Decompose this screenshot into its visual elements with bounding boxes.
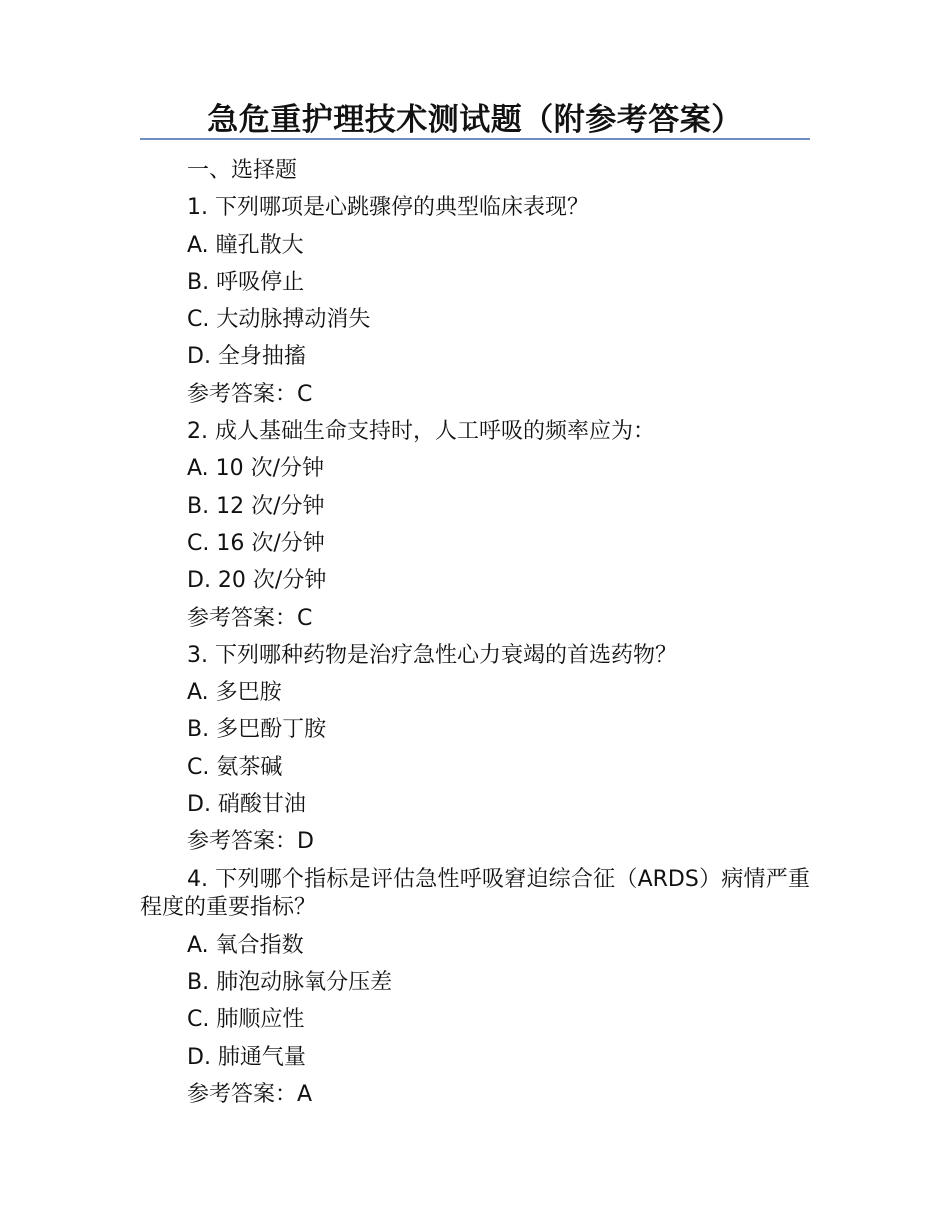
question-1-option-c: C. 大动脉搏动消失	[187, 307, 371, 333]
question-1-option-a: A. 瞳孔散大	[187, 232, 304, 258]
question-4-answer: 参考答案：A	[187, 1081, 313, 1107]
question-1-answer: 参考答案：C	[187, 381, 313, 407]
question-4-stem: 4. 下列哪个指标是评估急性呼吸窘迫综合征（ARDS）病情严重程度的重要指标？	[140, 866, 810, 920]
question-4-option-d: D. 肺通气量	[187, 1044, 306, 1070]
question-list	[140, 152, 810, 1113]
question-3-option-d: D. 硝酸甘油	[187, 792, 306, 818]
question-1-option-d: D. 全身抽搐	[187, 344, 306, 370]
question-2-option-b: B. 12 次/分钟	[187, 493, 325, 519]
section-heading: 一、选择题	[187, 158, 298, 183]
question-3-option-b: B. 多巴酚丁胺	[187, 717, 327, 743]
document-title: 急危重护理技术测试题（附参考答案）	[207, 102, 743, 138]
question-4-option-a: A. 氧合指数	[187, 932, 304, 958]
question-1-option-b: B. 呼吸停止	[187, 269, 305, 295]
title-underline	[140, 138, 810, 140]
question-4-option-b: B. 肺泡动脉氧分压差	[187, 969, 393, 995]
question-2-answer: 参考答案：C	[187, 605, 313, 631]
question-1-stem: 1. 下列哪项是心跳骤停的典型临床表现？	[187, 195, 589, 221]
question-4-option-c: C. 肺顺应性	[187, 1007, 305, 1033]
question-3-stem: 3. 下列哪种药物是治疗急性心力衰竭的首选药物？	[187, 642, 677, 668]
question-2-option-c: C. 16 次/分钟	[187, 530, 325, 556]
question-3-option-c: C. 氨茶碱	[187, 754, 283, 780]
question-3-answer: 参考答案：D	[187, 829, 314, 855]
question-2-stem: 2. 成人基础生命支持时，人工呼吸的频率应为：	[187, 419, 655, 445]
question-3-option-a: A. 多巴胺	[187, 680, 282, 706]
question-2-option-a: A. 10 次/分钟	[187, 456, 325, 482]
question-2-option-d: D. 20 次/分钟	[187, 568, 327, 594]
